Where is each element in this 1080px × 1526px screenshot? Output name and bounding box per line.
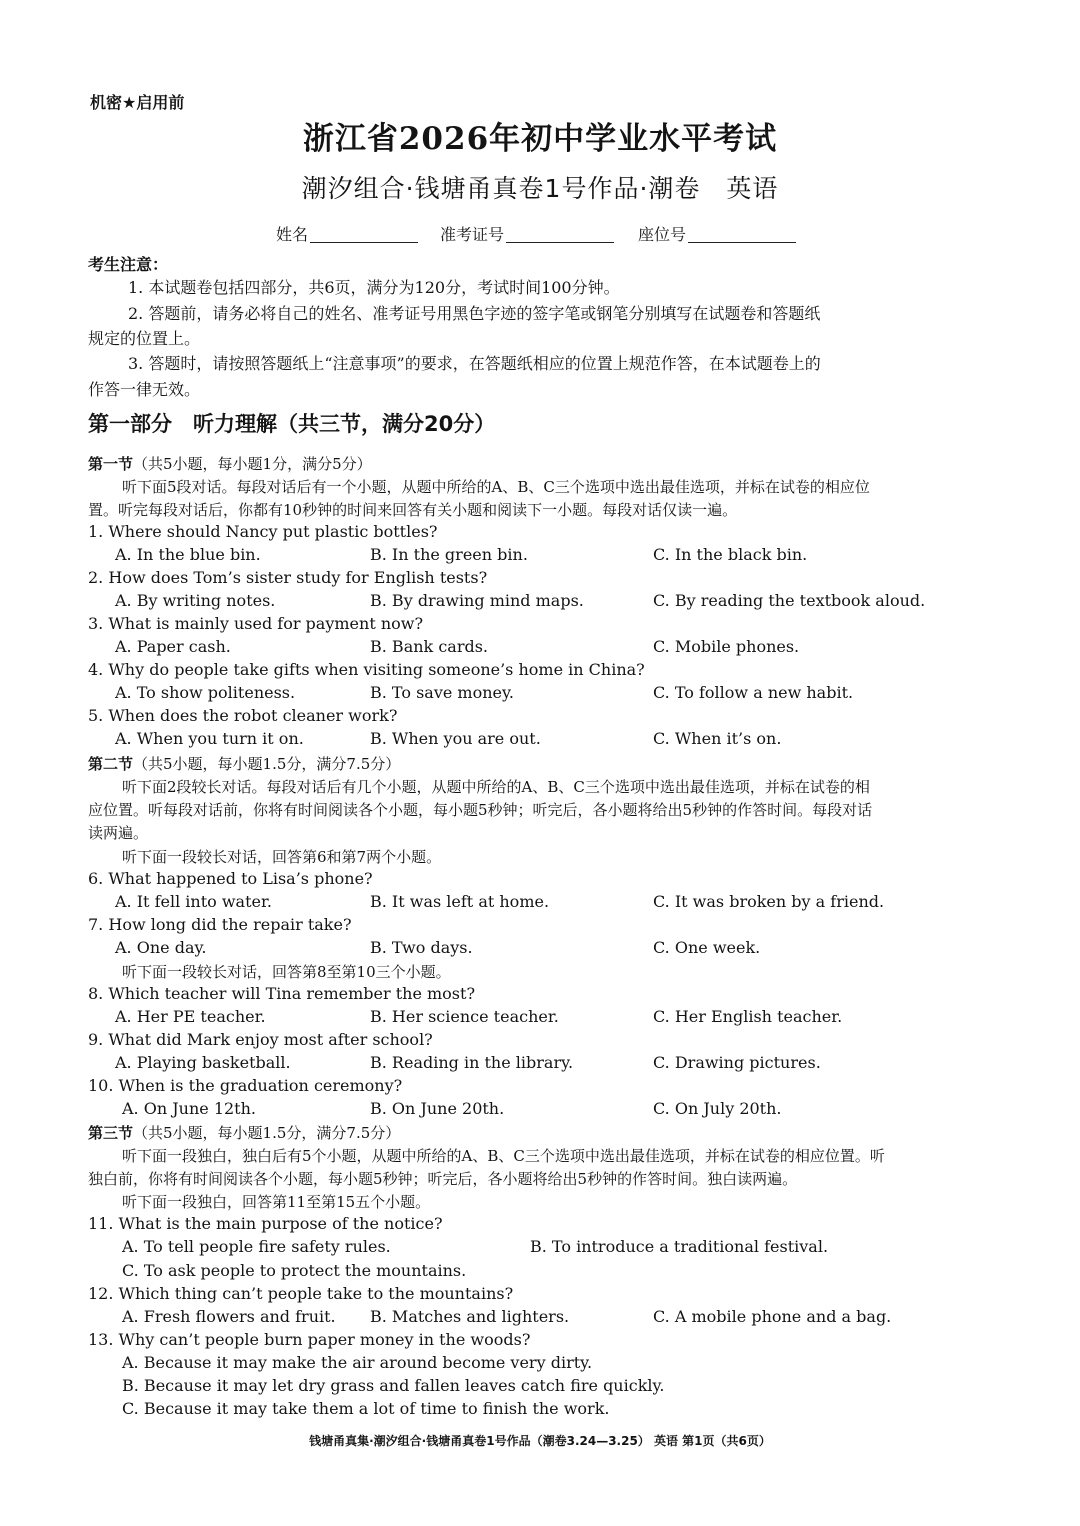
question: 2. How does Tom’s sister study for English tests?	[88, 568, 488, 587]
seat-number-blank[interactable]	[688, 226, 796, 243]
name-field[interactable]	[276, 222, 418, 245]
name-blank[interactable]	[310, 226, 418, 243]
page-footer: 钱塘甬真集·潮汐组合·钱塘甬真卷1号作品（潮卷3.24—3.25） 英语 第1页（共6页）	[309, 1434, 771, 1448]
section-description: 置。听完每段对话后，你都有10秒钟的时间来回答有关小题和阅读下一小题。每段对话仅读一遍。	[88, 501, 738, 519]
option-c[interactable]: C. Mobile phones.	[653, 637, 800, 656]
option-c[interactable]: C. Her English teacher.	[653, 1007, 843, 1026]
option-c[interactable]: C. When it’s on.	[653, 729, 782, 748]
question: 4. Why do people take gifts when visiting someone’s home in China?	[88, 660, 645, 679]
question: 6. What happened to Lisa’s phone?	[88, 869, 373, 888]
option-b[interactable]: B. By drawing mind maps.	[370, 591, 584, 610]
notice-line: 1. 本试题卷包括四部分，共6页，满分为120分，考试时间100分钟。	[128, 278, 620, 297]
option-c[interactable]: C. Drawing pictures.	[653, 1053, 821, 1072]
option-a[interactable]: A. One day.	[115, 938, 207, 957]
question: 13. Why can’t people burn paper money in the woods?	[88, 1330, 531, 1349]
option-c[interactable]: C. By reading the textbook aloud.	[653, 591, 926, 610]
question: 11. What is the main purpose of the notice?	[88, 1214, 443, 1233]
option-a[interactable]: A. When you turn it on.	[115, 729, 304, 748]
question: 5. When does the robot cleaner work?	[88, 706, 398, 725]
exam-title: 浙江省2026年初中学业水平考试	[302, 121, 778, 157]
question: 7. How long did the repair take?	[88, 915, 352, 934]
section-info: （共5小题，每小题1.5分，满分7.5分）	[133, 1124, 401, 1142]
option-b[interactable]: B. Two days.	[370, 938, 473, 957]
section-header	[88, 453, 372, 474]
question: 10. When is the graduation ceremony?	[88, 1076, 403, 1095]
option-c[interactable]: C. One week.	[653, 938, 761, 957]
option-b[interactable]: B. To introduce a traditional festival.	[530, 1237, 829, 1256]
option-a[interactable]: A. To tell people fire safety rules.	[122, 1237, 391, 1256]
option-c[interactable]: C. In the black bin.	[653, 545, 808, 564]
part-heading: 第一部分 听力理解（共三节，满分20分）	[88, 412, 496, 436]
seat-number-field[interactable]	[638, 222, 796, 245]
option-b[interactable]: B. When you are out.	[370, 729, 541, 748]
option-a[interactable]: A. On June 12th.	[122, 1099, 256, 1118]
confidential-label: 机密★启用前	[90, 93, 185, 112]
exam-subtitle: 潮汐组合·钱塘甬真卷1号作品·潮卷 英语	[301, 174, 779, 203]
option-c[interactable]: C. A mobile phone and a bag.	[653, 1307, 892, 1326]
option-b[interactable]: B. Bank cards.	[370, 637, 488, 656]
option-b[interactable]: B. To save money.	[370, 683, 514, 702]
notice-line: 规定的位置上。	[88, 329, 201, 348]
option-b[interactable]: B. Her science teacher.	[370, 1007, 559, 1026]
section-info: （共5小题，每小题1分，满分5分）	[133, 455, 372, 473]
section-description: 应位置。听每段对话前，你将有时间阅读各个小题，每小题5秒钟；听完后，各小题将给出5秒钟的作答时间。每段对话	[88, 801, 873, 819]
option-c[interactable]: C. Because it may take them a lot of time to finish the work.	[122, 1399, 610, 1418]
option-b[interactable]: B. On June 20th.	[370, 1099, 505, 1118]
exam-number-label: 准考证号	[440, 225, 505, 244]
section-description: 听下面5段对话。每段对话后有一个小题，从题中所给的A、B、C三个选项中选出最佳选项，并标在试卷的相应位	[122, 478, 870, 496]
option-a[interactable]: A. Because it may make the air around become very dirty.	[122, 1353, 593, 1372]
option-a[interactable]: A. It fell into water.	[115, 892, 272, 911]
section-label: 第二节	[88, 755, 134, 773]
exam-number-field[interactable]	[440, 222, 614, 245]
notice-heading: 考生注意：	[88, 255, 169, 274]
section-description: 读两遍。	[88, 824, 149, 842]
option-c[interactable]: C. It was broken by a friend.	[653, 892, 885, 911]
option-b[interactable]: B. Reading in the library.	[370, 1053, 574, 1072]
section-description: 独白前，你将有时间阅读各个小题，每小题5秒钟；听完后，各小题将给出5秒钟的作答时间。独白读两遍。	[88, 1170, 798, 1188]
option-a[interactable]: A. Her PE teacher.	[115, 1007, 266, 1026]
question: 9. What did Mark enjoy most after school?	[88, 1030, 433, 1049]
exam-number-blank[interactable]	[506, 226, 614, 243]
section-header	[88, 753, 400, 774]
name-label: 姓名	[276, 225, 309, 244]
option-a[interactable]: A. In the blue bin.	[115, 545, 261, 564]
section-description: 听下面2段较长对话。每段对话后有几个小题，从题中所给的A、B、C三个选项中选出最佳选项，并标在试卷的相	[122, 778, 870, 796]
notice-line: 2. 答题前，请务必将自己的姓名、准考证号用黑色字迹的签字笔或钢笔分别填写在试题卷和答题纸	[128, 304, 821, 323]
instruction: 听下面一段独白，回答第11至第15五个小题。	[122, 1193, 431, 1211]
option-b[interactable]: B. Because it may let dry grass and fallen leaves catch fire quickly.	[122, 1376, 665, 1395]
option-c[interactable]: C. To ask people to protect the mountains.	[122, 1261, 467, 1280]
section-label: 第一节	[88, 455, 134, 473]
section-label: 第三节	[88, 1124, 134, 1142]
seat-number-label: 座位号	[638, 225, 687, 244]
question: 1. Where should Nancy put plastic bottles?	[88, 522, 438, 541]
notice-line: 作答一律无效。	[88, 380, 201, 399]
question: 3. What is mainly used for payment now?	[88, 614, 424, 633]
question: 8. Which teacher will Tina remember the most?	[88, 984, 476, 1003]
question: 12. Which thing can’t people take to the mountains?	[88, 1284, 514, 1303]
option-b[interactable]: B. Matches and lighters.	[370, 1307, 570, 1326]
instruction: 听下面一段较长对话，回答第8至第10三个小题。	[122, 963, 451, 981]
option-c[interactable]: C. To follow a new habit.	[653, 683, 854, 702]
option-a[interactable]: A. To show politeness.	[115, 683, 296, 702]
notice-line: 3. 答题时，请按照答题纸上“注意事项”的要求，在答题纸相应的位置上规范作答，在本试题卷上的	[128, 354, 821, 373]
option-c[interactable]: C. On July 20th.	[653, 1099, 782, 1118]
section-header	[88, 1122, 400, 1143]
option-a[interactable]: A. By writing notes.	[115, 591, 276, 610]
option-a[interactable]: A. Playing basketball.	[115, 1053, 291, 1072]
section-info: （共5小题，每小题1.5分，满分7.5分）	[133, 755, 401, 773]
option-a[interactable]: A. Fresh flowers and fruit.	[122, 1307, 336, 1326]
section-description: 听下面一段独白，独白后有5个小题，从题中所给的A、B、C三个选项中选出最佳选项，并标在试卷的相应位置。听	[122, 1147, 885, 1165]
option-b[interactable]: B. It was left at home.	[370, 892, 550, 911]
instruction: 听下面一段较长对话，回答第6和第7两个小题。	[122, 848, 442, 866]
option-b[interactable]: B. In the green bin.	[370, 545, 528, 564]
option-a[interactable]: A. Paper cash.	[115, 637, 231, 656]
